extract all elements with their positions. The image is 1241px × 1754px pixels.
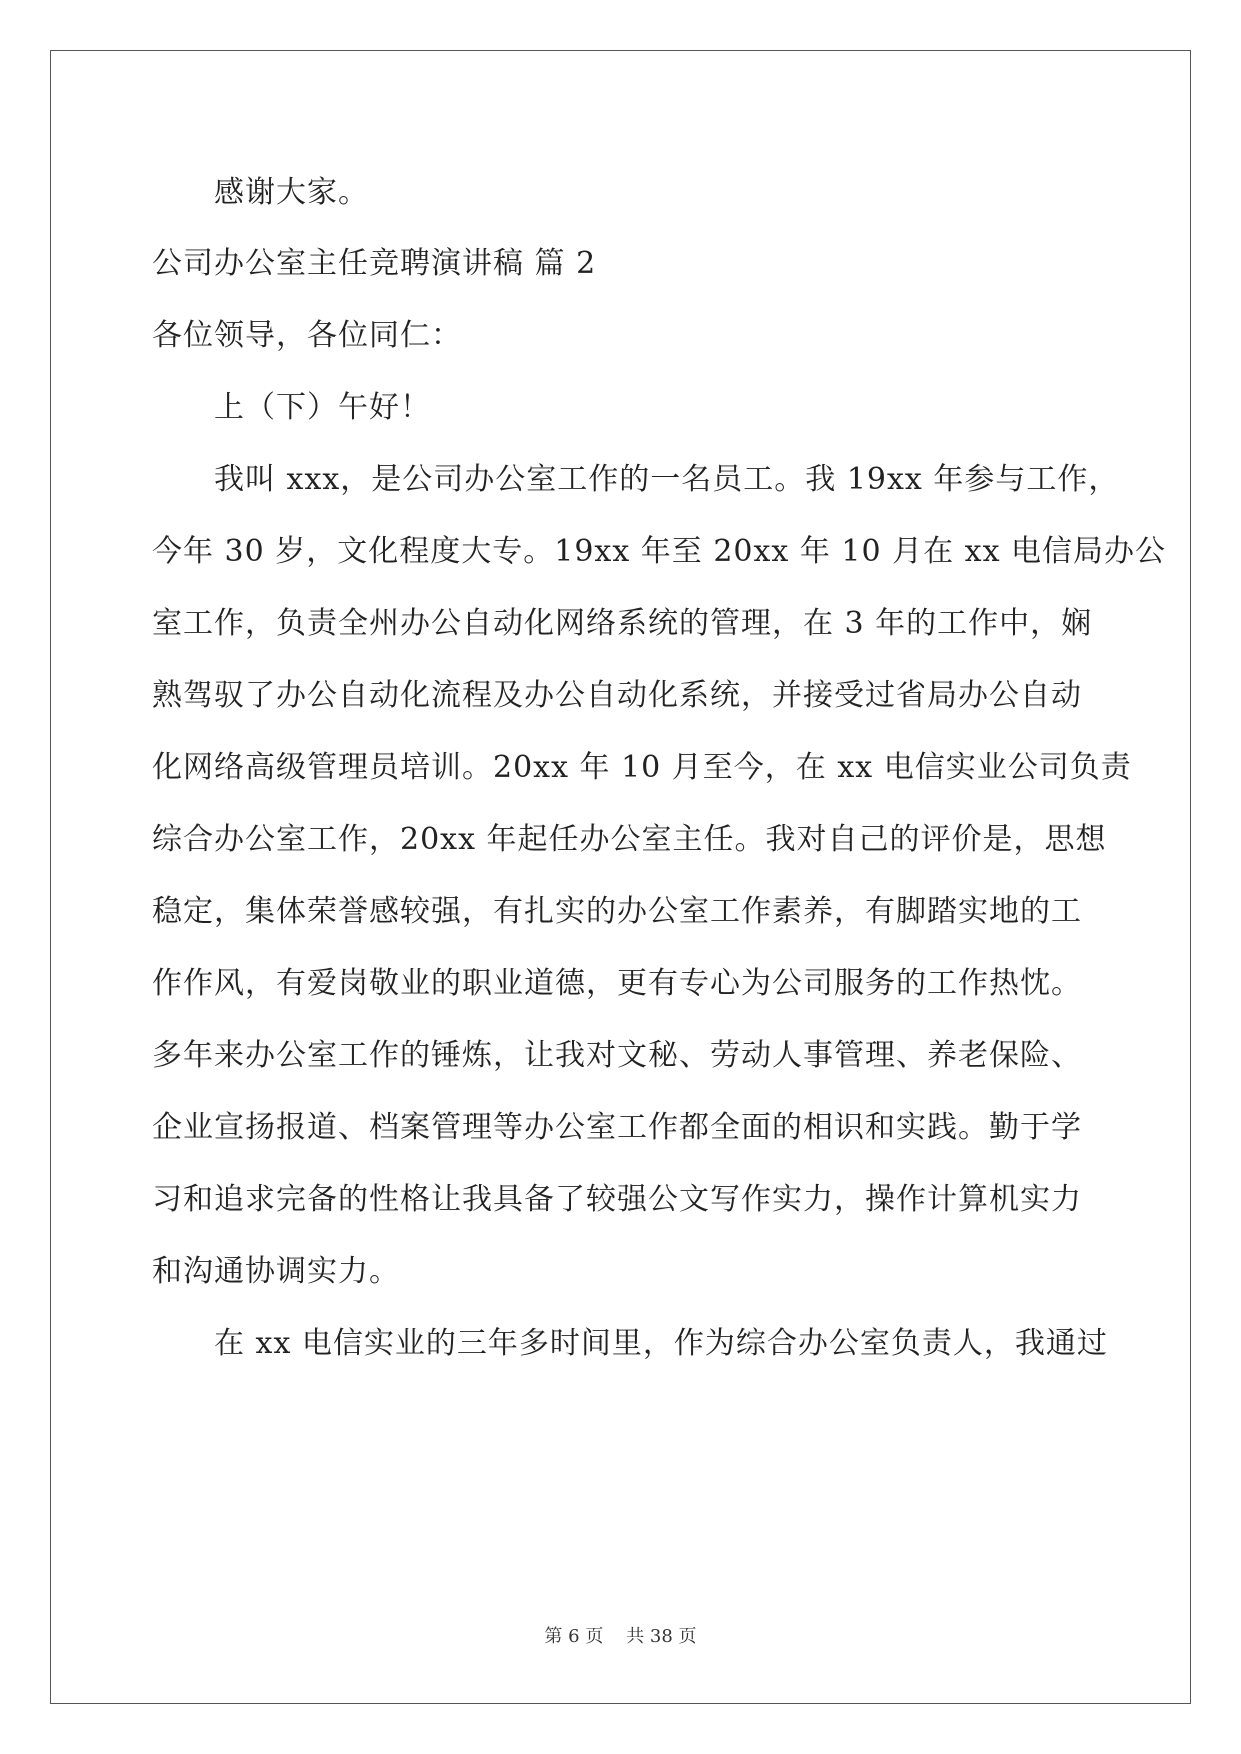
page-border bbox=[50, 50, 1191, 1704]
body-line: 综合办公室工作，20xx 年起任办公室主任。我对自己的评价是，思想 bbox=[152, 822, 1107, 857]
body-line: 稳定，集体荣誉感较强，有扎实的办公室工作素养，有脚踏实地的工 bbox=[152, 894, 1082, 929]
page-number: 第 6 页 共 38 页 bbox=[544, 1626, 697, 1647]
body-line: 熟驾驭了办公自动化流程及办公自动化系统，并接受过省局办公自动 bbox=[152, 678, 1082, 713]
body-line: 我叫 xxx，是公司办公室工作的一名员工。我 19xx 年参与工作， bbox=[214, 462, 1120, 497]
greeting: 上（下）午好！ bbox=[214, 390, 431, 425]
salutation: 各位领导，各位同仁： bbox=[152, 318, 462, 353]
paragraph-closing-thanks: 感谢大家。 bbox=[214, 175, 369, 210]
body-line: 企业宣扬报道、档案管理等办公室工作都全面的相识和实践。勤于学 bbox=[152, 1110, 1082, 1145]
body-line: 在 xx 电信实业的三年多时间里，作为综合办公室负责人，我通过 bbox=[214, 1326, 1108, 1361]
body-line: 作作风，有爱岗敬业的职业道德，更有专心为公司服务的工作热忱。 bbox=[152, 966, 1082, 1001]
body-line: 今年 30 岁，文化程度大专。19xx 年至 20xx 年 10 月在 xx 电信局办公 bbox=[152, 534, 1167, 569]
body-line: 化网络高级管理员培训。20xx 年 10 月至今，在 xx 电信实业公司负责 bbox=[152, 750, 1132, 785]
body-line: 和沟通协调实力。 bbox=[152, 1254, 400, 1289]
section-heading: 公司办公室主任竞聘演讲稿 篇 2 bbox=[152, 246, 597, 281]
body-line: 室工作，负责全州办公自动化网络系统的管理，在 3 年的工作中，娴 bbox=[152, 606, 1093, 641]
body-line: 多年来办公室工作的锤炼，让我对文秘、劳动人事管理、养老保险、 bbox=[152, 1038, 1082, 1073]
body-line: 习和追求完备的性格让我具备了较强公文写作实力，操作计算机实力 bbox=[152, 1182, 1082, 1217]
